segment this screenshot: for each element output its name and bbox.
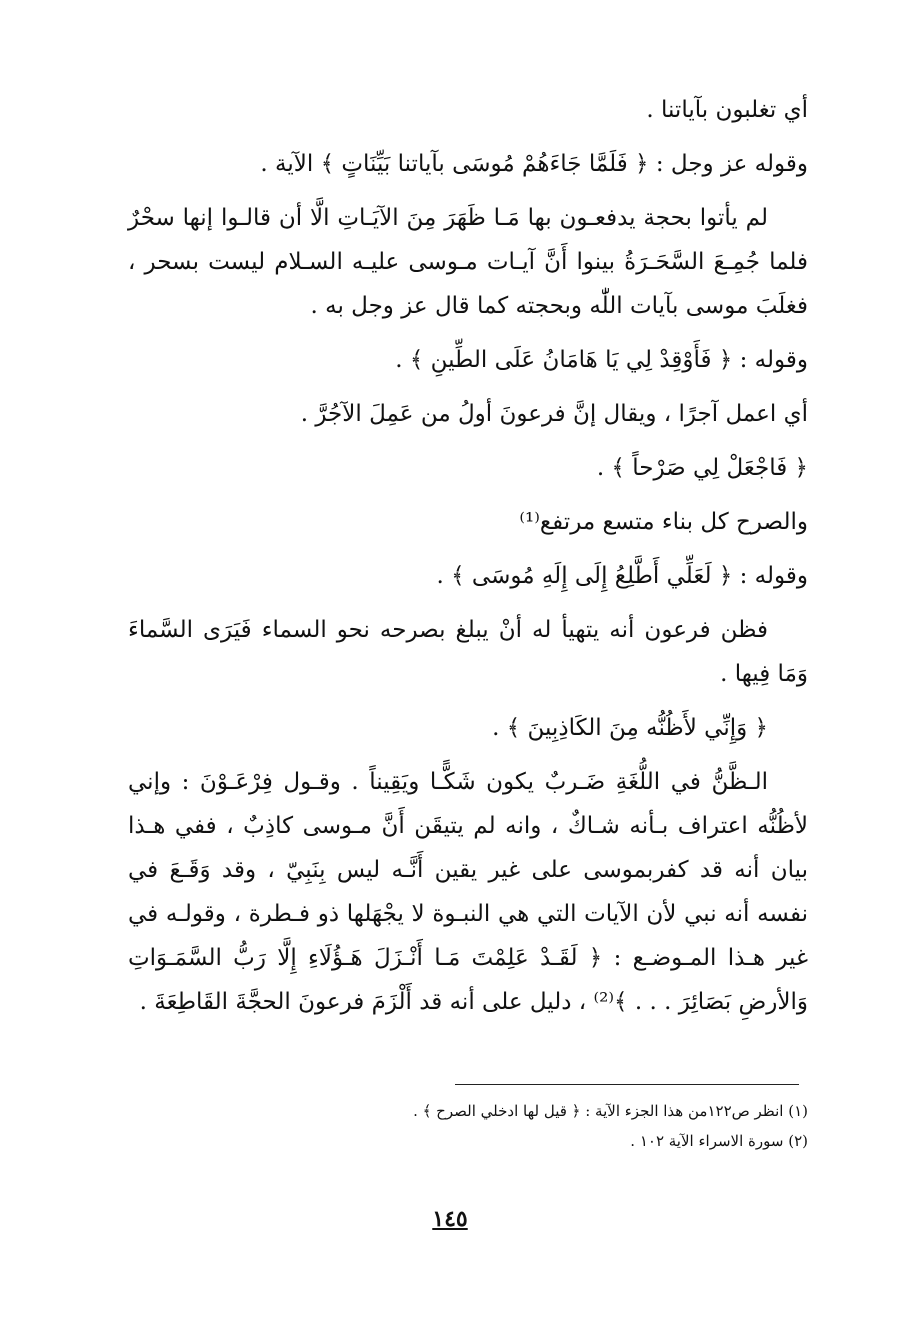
paragraph-2: وقوله عز وجل : ﴿ فَلَمَّا جَاءَهُمْ مُوسَى بآياتنا بَيِّنَاتٍ ﴾ الآية . xyxy=(260,151,808,177)
paragraph-8: وقوله : ﴿ لَعَلِّي أَطَّلِعُ إِلَى إِلَهِ مُوسَى ﴾ . xyxy=(436,563,808,589)
footnote-1: (١) انظر ص١٢٢من هذا الجزء الآية : ﴿ قيل لها ادخلي الصرح ﴾ . xyxy=(413,1102,808,1120)
paragraph-4: وقوله : ﴿ فَأَوْقِدْ لِي يَا هَامَانُ عَلَى الطِّينِ ﴾ . xyxy=(395,347,808,373)
paragraph-9: فظن فرعون أنه يتهيأ له أنْ يبلغ بصرحه نحو السماء فَيَرَى السَّماءَ وَمَا فِيها . xyxy=(128,617,808,687)
page-number: ١٤٥ xyxy=(432,1206,468,1232)
footnote-divider xyxy=(455,1084,799,1085)
page-body xyxy=(128,88,808,1034)
paragraph-10: ﴿ وَإِنِّي لأَظُنُّه مِنَ الكَاذِبِينَ ﴾ . xyxy=(492,715,768,741)
paragraph-5: أي اعمل آجرًا ، ويقال إنَّ فرعونَ أولُ من عَمِلَ الآجُرَّ . xyxy=(300,401,808,427)
paragraph-6: ﴿ فَاجْعَلْ لِي صَرْحاً ﴾ . xyxy=(596,455,808,481)
footnote-2: (٢) سورة الاسراء الآية ١٠٢ . xyxy=(630,1132,808,1150)
paragraph-11: الـظَّنُّ في اللُّغَةِ ضَـربٌ يكون شَكًّـا ويَقِيناً . وقـول فِرْعَـوْنَ : وإني لأظُنُّه اعتراف بـأنه شـاكٌ ، وانه لم يتيقَن أَنَّ مـوسى كاذِبٌ ، ففي هـذا بيان أنه قد كفربموسى على غير يقين أَنَّـه ليس بِنَبِيّ ، وقد وَقَـعَ في نفسه أنه نبي لأن الآيات التي هي النبـوة لا يجْهَلها ذو فـطرة ، وقولـه في غير هـذا المـوضـع : ﴿ لَقَـدْ عَلِمْتَ مَـا أَنْـزَلَ هَـؤُلَاءِ إِلَّا رَبُّ السَّمَـوَاتِ وَالأرضِ بَصَائِرَ . . . ﴾⁽²⁾ ، دليل على أنه قد أَلْزَمَ فرعونَ الحجَّةَ القَاطِعَةَ . xyxy=(128,769,808,1015)
paragraph-3: لم يأتوا بحجة يدفعـون بها مَـا ظَهَرَ مِنَ الآيَـاتِ الَّا أن قالـوا إنها سحْرٌ فلما جُمِـعَ السَّحَـرَةُ بينوا أَنَّ آيـات مـوسى عليـه السـلام ليست بسحر ، فغلَبَ موسى بآيات اللّٰه وبحجته كما قال عز وجل به . xyxy=(128,205,808,319)
paragraph-7: والصرح كل بناء متسع مرتفع⁽¹⁾ xyxy=(519,509,808,535)
paragraph-1: أي تغلبون بآياتنا . xyxy=(646,97,808,123)
footnotes xyxy=(128,1096,808,1156)
